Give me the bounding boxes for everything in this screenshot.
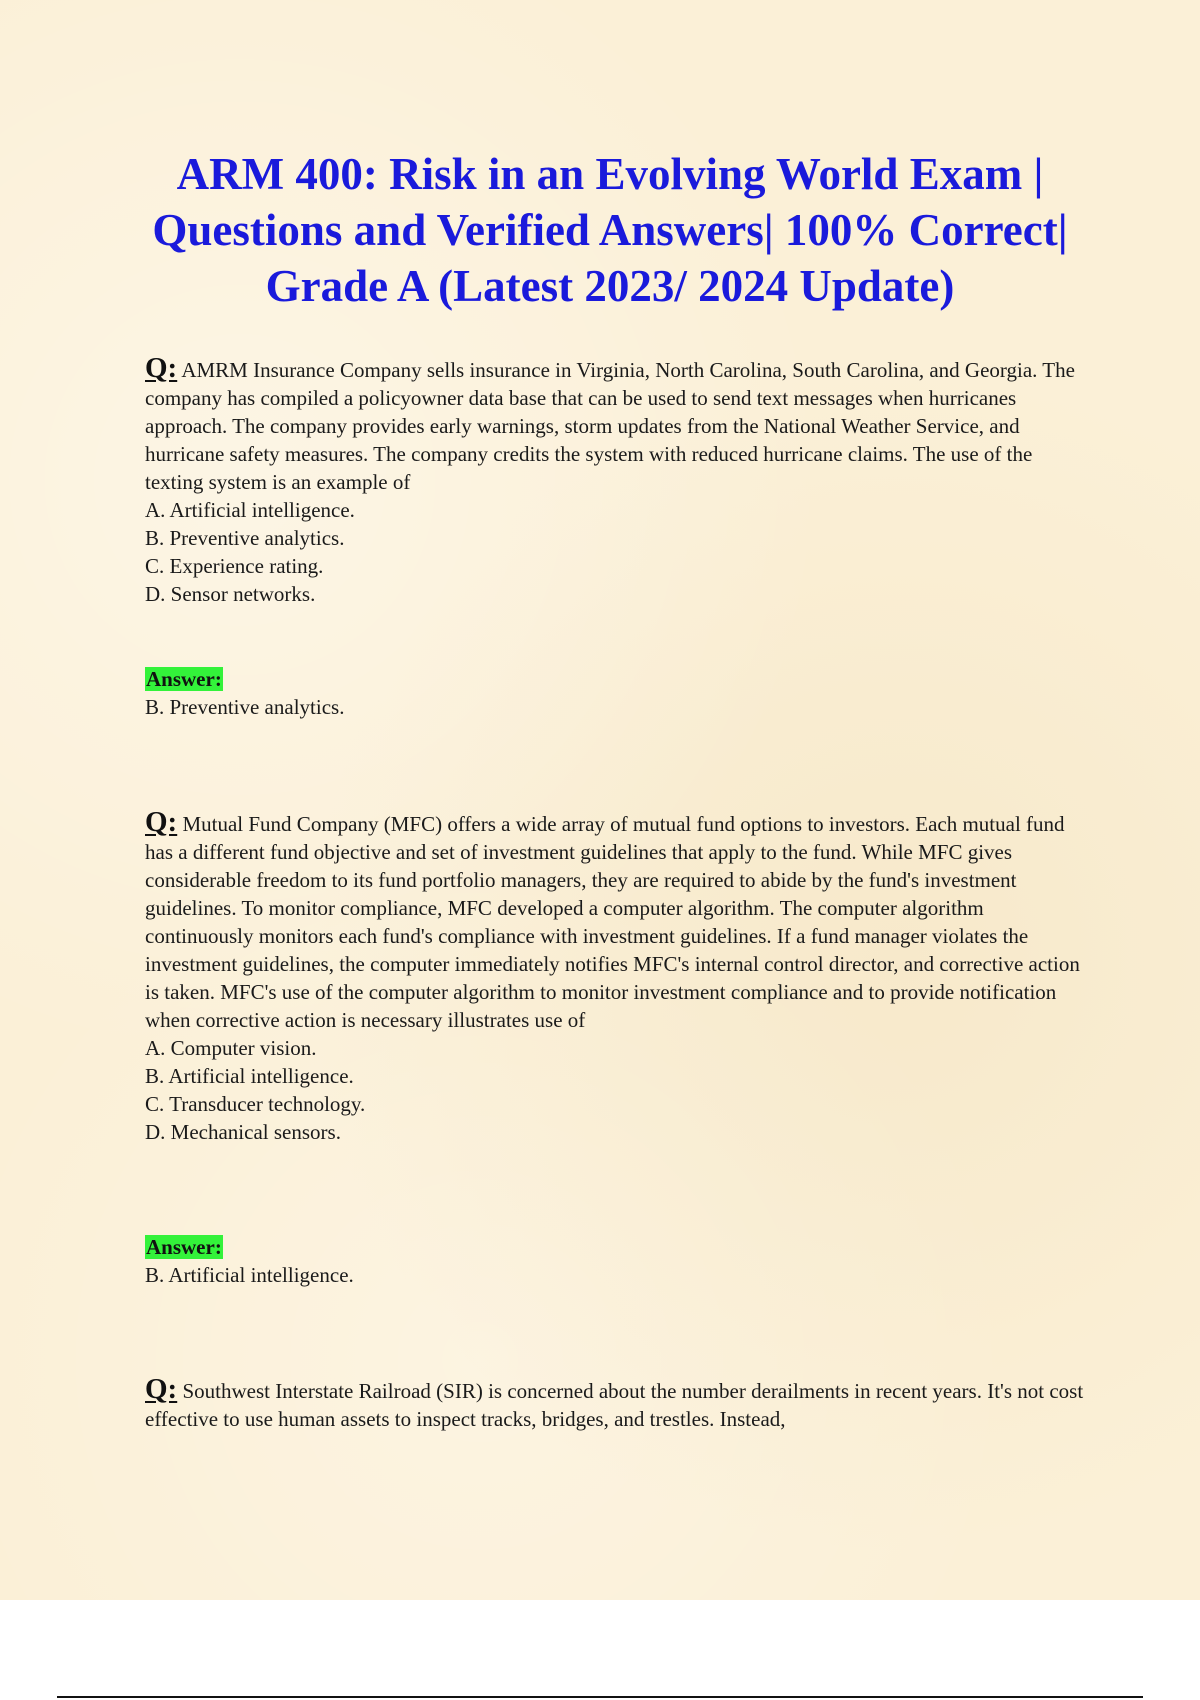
option-a: A. Artificial intelligence. [145, 498, 355, 522]
question-1 [145, 354, 1090, 608]
question-text: Mutual Fund Company (MFC) offers a wide array of mutual fund options to investors. Each mutual fund has a different fund objective and set of investment guidelines that apply to the fund. While MFC gives considerable freedom to its fund portfolio managers, they are required to abide by the fund's investment guidelines. To monitor compliance, MFC developed a computer algorithm. The computer algorithm continuously monitors each fund's compliance with investment guidelines. If a fund manager violates the investment guidelines, the computer immediately notifies MFC's internal control director, and corrective action is taken. MFC's use of the computer algorithm to monitor investment compliance and to provide notification when corrective action is necessary illustrates use of [145, 812, 1080, 1032]
footer-rule [57, 1696, 1143, 1698]
question-2 [145, 808, 1090, 1146]
answer-2 [145, 1233, 354, 1289]
option-b: B. Preventive analytics. [145, 526, 345, 550]
question-text: Southwest Interstate Railroad (SIR) is concerned about the number derailments in recent years. It's not cost effective to use human assets to inspect tracks, bridges, and trestles. Instead, [145, 1379, 1084, 1431]
option-b: B. Artificial intelligence. [145, 1064, 354, 1088]
question-text: AMRM Insurance Company sells insurance in Virginia, North Carolina, South Carolina, and Georgia. The company has compiled a policyowner data base that can be used to send text messages when hurricanes approach. The company provides early warnings, storm updates from the National Weather Service, and hurricane safety measures. The company credits the system with reduced hurricane claims. The use of the texting system is an example of [145, 358, 1075, 494]
question-label: Q: [145, 352, 178, 384]
option-d: D. Sensor networks. [145, 582, 316, 606]
option-c: C. Transducer technology. [145, 1092, 366, 1116]
answer-label: Answer: [146, 1235, 222, 1259]
option-a: A. Computer vision. [145, 1036, 317, 1060]
answer-label: Answer: [146, 667, 222, 691]
question-label: Q: [145, 1373, 178, 1405]
question-3 [145, 1375, 1090, 1433]
document-title: ARM 400: Risk in an Evolving World Exam | Questions and Verified Answers| 100% Correct| Grade A (Latest 2023/ 2024 Update) [152, 149, 1068, 311]
option-d: D. Mechanical sensors. [145, 1120, 341, 1144]
question-label: Q: [145, 806, 178, 838]
answer-1 [145, 665, 344, 721]
option-c: C. Experience rating. [145, 554, 324, 578]
answer-text: B. Artificial intelligence. [145, 1263, 354, 1287]
answer-text: B. Preventive analytics. [145, 695, 345, 719]
